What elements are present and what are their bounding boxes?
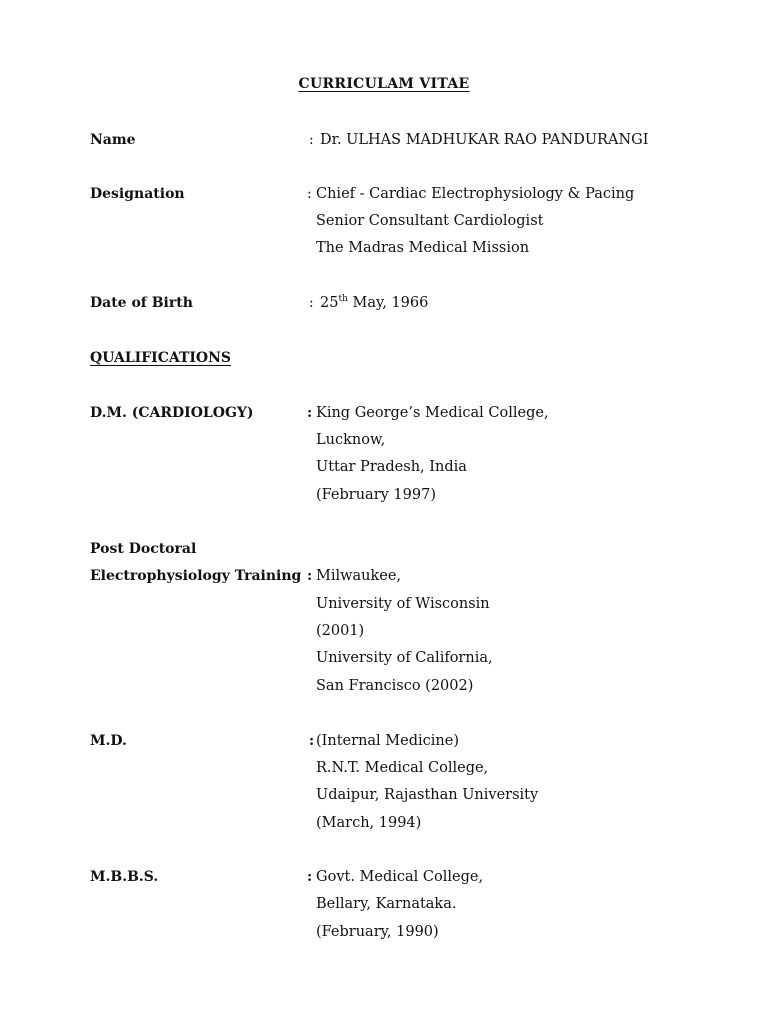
postdoc-label-line1: Post Doctoral xyxy=(90,541,197,557)
postdoc-line: University of Wisconsin xyxy=(316,596,490,612)
name-value: Dr. ULHAS MADHUKAR RAO PANDURANGI xyxy=(320,132,649,148)
mbbs-line: Govt. Medical College, xyxy=(316,869,484,885)
dm-line: Lucknow, xyxy=(316,432,386,448)
mbbs-label: M.B.B.S. xyxy=(90,869,159,885)
dob-label: Date of Birth xyxy=(90,295,193,311)
dob-value xyxy=(320,294,428,312)
postdoc-colon: : xyxy=(307,568,313,584)
mbbs-line: (February, 1990) xyxy=(316,924,439,940)
dob-rest: May, 1966 xyxy=(347,295,429,311)
document-title xyxy=(0,76,768,92)
designation-label: Designation xyxy=(90,186,185,202)
mbbs-colon: : xyxy=(307,869,313,885)
designation-line: The Madras Medical Mission xyxy=(316,240,530,256)
dm-label: D.M. (CARDIOLOGY) xyxy=(90,405,254,421)
dm-line: King George’s Medical College, xyxy=(316,405,549,421)
md-line: Udaipur, Rajasthan University xyxy=(316,787,539,803)
postdoc-line: University of California, xyxy=(316,650,493,666)
md-line: (March, 1994) xyxy=(316,815,422,831)
md-colon: : xyxy=(309,733,315,749)
dob-day: 25 xyxy=(320,295,339,311)
dm-line: Uttar Pradesh, India xyxy=(316,459,467,475)
dm-line: (February 1997) xyxy=(316,487,436,503)
dob-colon: : xyxy=(309,295,314,311)
mbbs-line: Bellary, Karnataka. xyxy=(316,896,457,912)
md-line: (Internal Medicine) xyxy=(316,733,459,749)
dob-suffix: th xyxy=(338,294,348,305)
designation-colon: : xyxy=(307,186,312,202)
name-colon: : xyxy=(309,132,314,148)
md-label: M.D. xyxy=(90,733,127,749)
document-title-text: CURRICULAM VITAE xyxy=(298,76,470,92)
name-label: Name xyxy=(90,132,136,148)
postdoc-line: Milwaukee, xyxy=(316,568,402,584)
designation-line: Senior Consultant Cardiologist xyxy=(316,213,544,229)
designation-line: Chief - Cardiac Electrophysiology & Pacing xyxy=(316,186,635,202)
qualifications-heading: QUALIFICATIONS xyxy=(90,350,232,366)
postdoc-label-line2: Electrophysiology Training xyxy=(90,568,302,584)
md-line: R.N.T. Medical College, xyxy=(316,760,489,776)
postdoc-line: (2001) xyxy=(316,623,365,639)
dm-colon: : xyxy=(307,405,313,421)
postdoc-line: San Francisco (2002) xyxy=(316,678,474,694)
